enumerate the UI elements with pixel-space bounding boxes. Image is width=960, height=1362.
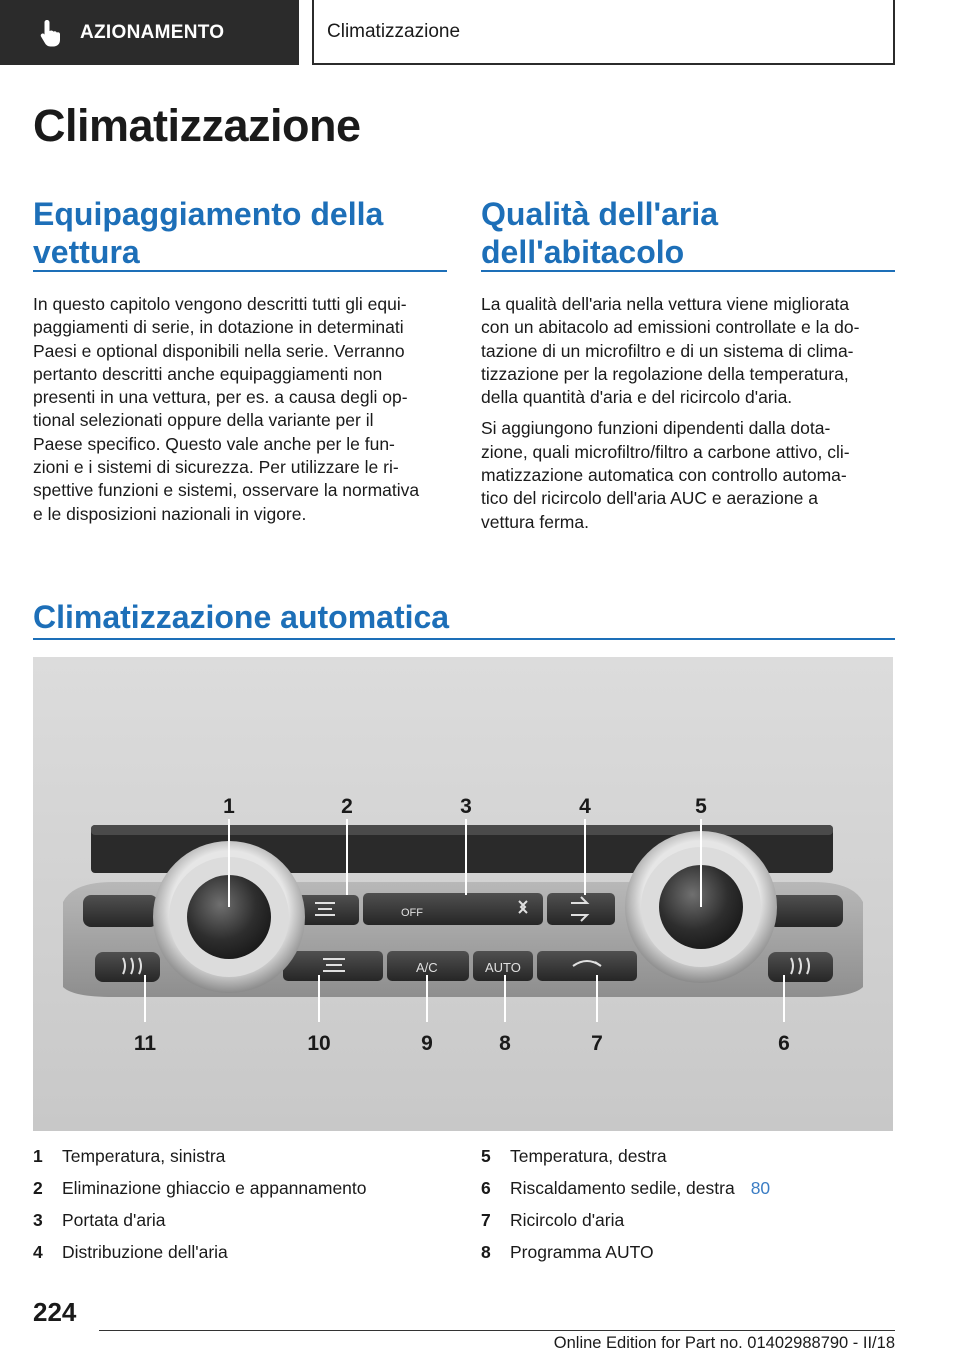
legend-item — [33, 1204, 473, 1236]
legend-number: 4 — [33, 1242, 43, 1262]
legend-number: 3 — [33, 1210, 43, 1230]
legend-text: Distribuzione dell'aria — [62, 1242, 228, 1262]
text-line: Paese specifico. Questo vale anche per le fun- — [33, 433, 395, 454]
callout-number: 1 — [223, 795, 235, 818]
heading-rule — [33, 270, 447, 272]
legend-item — [481, 1172, 901, 1204]
paragraph — [481, 417, 901, 533]
legend-item — [33, 1140, 473, 1172]
callout-number: 6 — [778, 1032, 790, 1055]
callout-number: 3 — [460, 795, 472, 818]
chapter-tab — [312, 0, 895, 65]
heading-equipment — [33, 195, 383, 271]
heading-air-quality-line2: dell'abitacolo — [481, 234, 685, 270]
callout-number: 4 — [579, 795, 591, 818]
paragraph — [33, 293, 453, 526]
text-line: In questo capitolo vengono descritti tutti gli equi- — [33, 294, 407, 314]
equipment-paragraph — [33, 293, 453, 532]
heading-air-quality — [481, 195, 718, 271]
legend-number: 6 — [481, 1178, 491, 1198]
callout-number: 7 — [591, 1032, 603, 1055]
footer-rule — [99, 1330, 895, 1331]
heading-air-quality-line1: Qualità dell'aria — [481, 196, 719, 232]
legend-number: 5 — [481, 1146, 491, 1166]
climate-panel-illustration — [33, 657, 893, 1131]
hand-pointer-icon — [38, 18, 64, 48]
text-line: pertanto descritti anche equipaggiamenti non — [33, 363, 383, 384]
text-line: e le disposizioni nazionali in vigore. — [33, 503, 307, 524]
text-line: della quantità d'aria e del ricircolo d'aria. — [481, 387, 793, 408]
text-line: Paesi e optional disponibili nella serie. Verranno — [33, 340, 405, 361]
callout-number: 2 — [341, 795, 353, 818]
text-line: paggiamenti di serie, in dotazione in determinati — [33, 317, 404, 338]
legend-number: 1 — [33, 1146, 43, 1166]
legend-left — [33, 1140, 473, 1268]
text-line: tico del ricircolo dell'aria AUC e aerazione a — [481, 488, 818, 509]
auto-button-label: AUTO — [485, 960, 521, 975]
text-line: tizzazione per la regolazione della temperatura, — [481, 363, 849, 384]
legend-item — [33, 1236, 473, 1268]
callout-number: 10 — [307, 1032, 331, 1055]
page-title: Climatizzazione — [33, 100, 361, 151]
callout-number: 9 — [421, 1032, 433, 1055]
text-line: presenti in una vettura, per es. a causa degli op- — [33, 387, 408, 408]
section-tab — [0, 0, 299, 65]
chapter-label: Climatizzazione — [327, 20, 461, 42]
text-line: La qualità dell'aria nella vettura viene migliorata — [481, 294, 850, 314]
heading-rule — [481, 270, 895, 272]
heading-rule — [33, 638, 895, 640]
legend-number: 8 — [481, 1242, 491, 1262]
legend-text: Programma AUTO — [510, 1242, 654, 1262]
text-line: spettive funzioni e sistemi, osservare la normativa — [33, 480, 420, 501]
legend-number: 2 — [33, 1178, 43, 1198]
text-line: tazione di un microfiltro e di un sistema di clima- — [481, 340, 854, 361]
legend-text: Temperatura, sinistra — [62, 1146, 226, 1166]
legend-item — [481, 1236, 901, 1268]
heading-auto-climate: Climatizzazione automatica — [33, 599, 450, 635]
page-number: 224 — [33, 1297, 77, 1327]
page-reference-link[interactable]: 80 — [750, 1178, 771, 1198]
text-line: con un abitacolo ad emissioni controllate e la do- — [481, 317, 860, 338]
off-button-label: OFF — [401, 907, 423, 919]
legend-item — [33, 1172, 473, 1204]
callout-number: 8 — [499, 1032, 511, 1055]
air-quality-paragraph — [481, 293, 901, 540]
callout-number: 11 — [133, 1032, 157, 1055]
legend-right — [481, 1140, 901, 1268]
legend-text: Temperatura, destra — [510, 1146, 667, 1166]
text-line: vettura ferma. — [481, 511, 589, 532]
legend-number: 7 — [481, 1210, 491, 1230]
section-label: AZIONAMENTO — [80, 21, 225, 43]
text-line: tional selezionati oppure della variante per il — [33, 410, 374, 431]
text-line: zioni e i sistemi di sicurezza. Per utilizzare le ri- — [33, 457, 399, 478]
legend-text: Riscaldamento sedile, destra — [510, 1178, 735, 1198]
footer-edition: Online Edition for Part no. 01402988790 - II/18 — [553, 1334, 895, 1352]
text-line: zione, quali microfiltro/filtro a carbone attivo, cli- — [481, 441, 850, 462]
paragraph — [481, 293, 901, 409]
legend-text: Eliminazione ghiaccio e appannamento — [62, 1178, 367, 1198]
text-line: matizzazione automatica con controllo automa- — [481, 465, 847, 486]
legend-item — [481, 1204, 901, 1236]
heading-equipment-line2: vettura — [33, 234, 140, 270]
heading-equipment-line1: Equipaggiamento della — [33, 196, 384, 232]
legend-text: Ricircolo d'aria — [510, 1210, 625, 1230]
legend-item — [481, 1140, 901, 1172]
ac-button-label: A/C — [416, 960, 438, 975]
text-line: Si aggiungono funzioni dipendenti dalla dota- — [481, 418, 831, 439]
legend-text: Portata d'aria — [62, 1210, 166, 1230]
climate-control-figure — [33, 657, 893, 1131]
callout-number: 5 — [695, 795, 707, 818]
